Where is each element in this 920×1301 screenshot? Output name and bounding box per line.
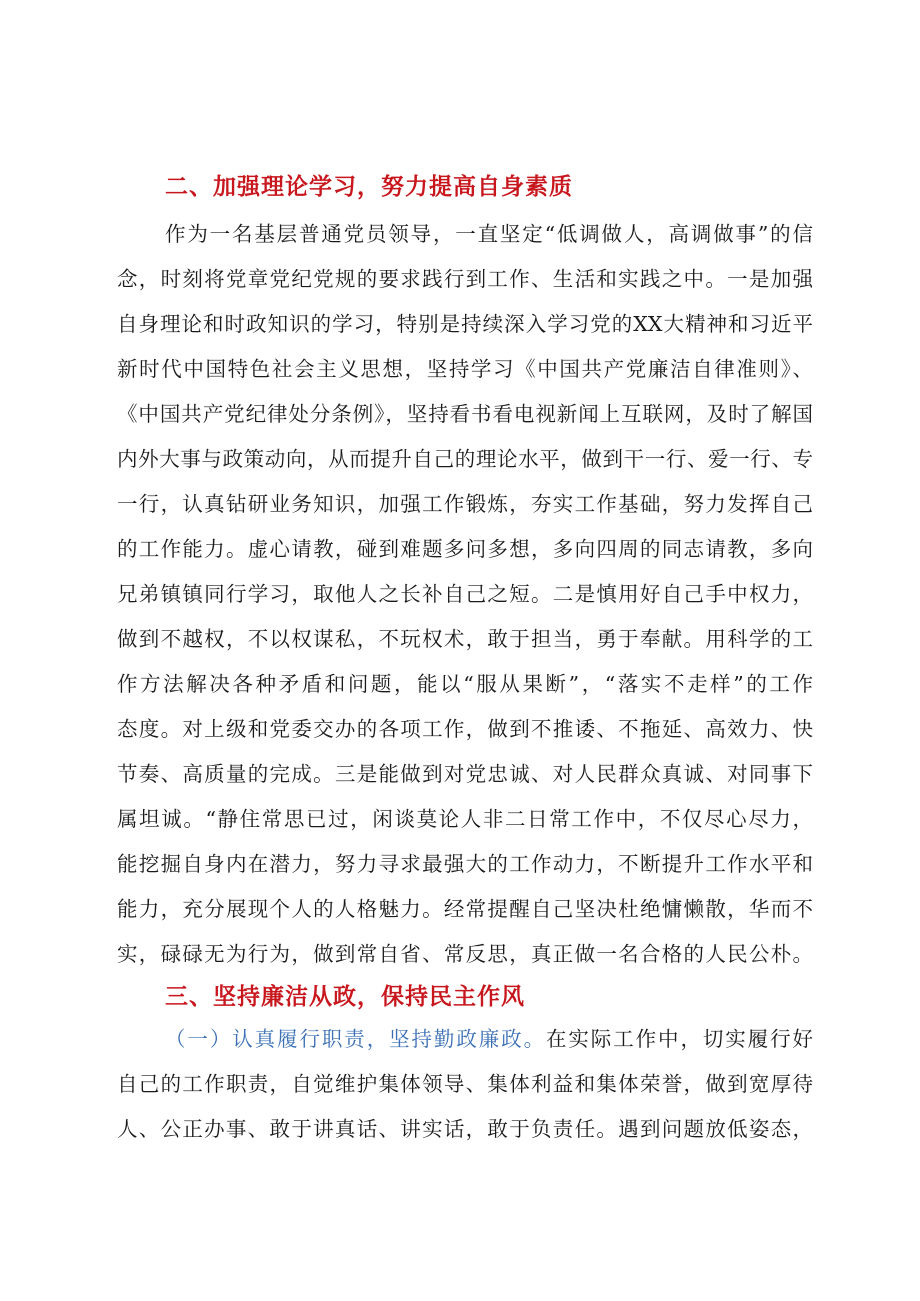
paragraph-line: 自身理论和时政知识的学习，特别是持续深入学习党的XX大精神和习近平: [117, 312, 813, 336]
paragraph-line: 能力，充分展现个人的人格魅力。经常提醒自己坚决杜绝慵懒散，华而不: [117, 897, 813, 921]
paragraph-line: 的工作能力。虚心请教，碰到难题多问多想，多向四周的同志请教，多向: [117, 537, 813, 561]
section-heading-2: 二、加强理论学习，努力提高自身素质: [165, 174, 573, 200]
paragraph-line: 做到不越权，不以权谋私，不玩权术，敢于担当，勇于奉献。用科学的工: [117, 627, 813, 651]
paragraph-line: 兄弟镇镇同行学习，取他人之长补自己之短。二是慎用好自己手中权力，: [117, 582, 813, 606]
paragraph-line: 内外大事与政策动向，从而提升自己的理论水平，做到干一行、爱一行、专: [117, 447, 813, 471]
paragraph-line: 作方法解决各种矛盾和问题，能以“服从果断”，“落实不走样”的工作: [117, 672, 813, 696]
paragraph-line: 实，碌碌无为行为，做到常自省、常反思，真正做一名合格的人民公朴。: [117, 942, 813, 966]
paragraph-line: 态度。对上级和党委交办的各项工作，做到不推诿、不拖延、高效力、快: [117, 717, 813, 741]
sub-heading: （一）认真履行职责，坚持勤政廉政。: [165, 1027, 546, 1051]
paragraph-line: 作为一名基层普通党员领导，一直坚定“低调做人，高调做事”的信: [165, 222, 813, 246]
paragraph-line: 节奏、高质量的完成。三是能做到对党忠诚、对人民群众真诚、对同事下: [117, 762, 813, 786]
paragraph-line: 新时代中国特色社会主义思想，坚持学习《中国共产党廉洁自律准则》、: [117, 357, 813, 381]
paragraph-line: 人、公正办事、敢于讲真话、讲实话，敢于负责任。遇到问题放低姿态，: [117, 1117, 813, 1141]
paragraph-line: 自己的工作职责，自觉维护集体领导、集体利益和集体荣誉，做到宽厚待: [117, 1072, 813, 1096]
paragraph-line: 念，时刻将党章党纪党规的要求践行到工作、生活和实践之中。一是加强: [117, 267, 813, 291]
paragraph-first-line: [165, 1024, 813, 1054]
paragraph-line: 一行，认真钻研业务知识，加强工作锻炼，夯实工作基础，努力发挥自己: [117, 492, 813, 516]
paragraph-line-rest: 在实际工作中，切实履行好: [545, 1027, 814, 1051]
paragraph-line: 《中国共产党纪律处分条例》，坚持看书看电视新闻上互联网，及时了解国: [117, 402, 813, 426]
section-heading-3: 三、坚持廉洁从政，保持民主作风: [165, 984, 525, 1010]
paragraph-line: 能挖掘自身内在潜力，努力寻求最强大的工作动力，不断提升工作水平和: [117, 852, 813, 876]
paragraph-line: 属坦诚。“静住常思已过，闲谈莫论人非二日常工作中，不仅尽心尽力，: [117, 807, 813, 831]
